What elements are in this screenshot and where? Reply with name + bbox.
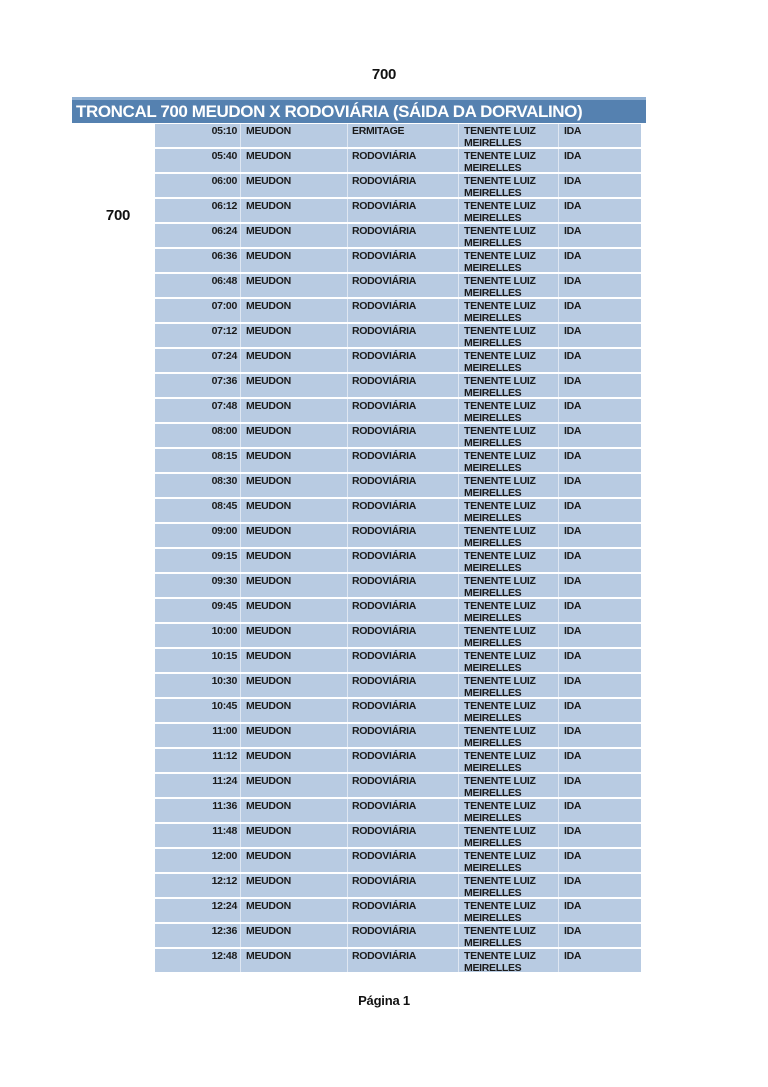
cell-via-street: TENENTE LUIZ MEIRELLES [458,399,558,422]
cell-departure-time: 11:24 [212,775,237,787]
cell-origin: MEUDON [240,724,347,747]
cell-direction: IDA [558,874,641,897]
cell-destination: RODOVIÁRIA [347,474,458,497]
cell-destination: RODOVIÁRIA [347,274,458,297]
cell-direction: IDA [558,649,641,672]
table-row [155,749,641,772]
table-row [155,174,641,197]
cell-departure-time: 09:00 [211,525,237,537]
cell-direction: IDA [558,174,641,197]
cell-destination: RODOVIÁRIA [347,374,458,397]
cell-direction: IDA [558,524,641,547]
cell-departure-time: 09:15 [211,550,237,562]
cell-via-street: TENENTE LUIZ MEIRELLES [458,349,558,372]
cell-origin: MEUDON [240,524,347,547]
cell-via-street: TENENTE LUIZ MEIRELLES [458,299,558,322]
cell-via-street: TENENTE LUIZ MEIRELLES [458,849,558,872]
cell-origin: MEUDON [240,399,347,422]
cell-origin: MEUDON [240,474,347,497]
cell-origin: MEUDON [240,224,347,247]
table-row [155,249,641,272]
table-row [155,624,641,647]
cell-destination: RODOVIÁRIA [347,174,458,197]
cell-direction: IDA [558,549,641,572]
cell-via-street: TENENTE LUIZ MEIRELLES [458,624,558,647]
cell-departure-time: 10:45 [211,700,237,712]
cell-origin: MEUDON [240,499,347,522]
cell-departure-time: 07:48 [211,400,237,412]
cell-destination: RODOVIÁRIA [347,324,458,347]
cell-via-street: TENENTE LUIZ MEIRELLES [458,649,558,672]
cell-origin: MEUDON [240,249,347,272]
cell-direction: IDA [558,674,641,697]
table-row [155,124,641,147]
table-row [155,299,641,322]
cell-destination: RODOVIÁRIA [347,699,458,722]
cell-via-street: TENENTE LUIZ MEIRELLES [458,449,558,472]
cell-origin: MEUDON [240,624,347,647]
cell-direction: IDA [558,924,641,947]
cell-origin: MEUDON [240,299,347,322]
cell-via-street: TENENTE LUIZ MEIRELLES [458,599,558,622]
cell-departure-time: 06:48 [211,275,237,287]
cell-via-street: TENENTE LUIZ MEIRELLES [458,199,558,222]
cell-direction: IDA [558,749,641,772]
cell-direction: IDA [558,824,641,847]
cell-via-street: TENENTE LUIZ MEIRELLES [458,149,558,172]
cell-departure-time: 08:30 [211,475,237,487]
cell-via-street: TENENTE LUIZ MEIRELLES [458,749,558,772]
cell-departure-time: 11:36 [212,800,237,812]
cell-via-street: TENENTE LUIZ MEIRELLES [458,499,558,522]
cell-origin: MEUDON [240,424,347,447]
cell-via-street: TENENTE LUIZ MEIRELLES [458,374,558,397]
schedule-title-bar [72,97,646,123]
cell-departure-time: 08:15 [211,450,237,462]
cell-destination: RODOVIÁRIA [347,199,458,222]
cell-direction: IDA [558,699,641,722]
cell-destination: RODOVIÁRIA [347,224,458,247]
table-row [155,574,641,597]
cell-origin: MEUDON [240,199,347,222]
cell-departure-time: 07:12 [211,325,237,337]
table-row [155,499,641,522]
cell-departure-time: 11:48 [212,825,237,837]
cell-direction: IDA [558,324,641,347]
cell-direction: IDA [558,599,641,622]
cell-departure-time: 12:48 [211,950,237,962]
cell-departure-time: 12:24 [211,900,237,912]
cell-via-street: TENENTE LUIZ MEIRELLES [458,799,558,822]
route-number-side: 700 [105,207,131,224]
cell-origin: MEUDON [240,774,347,797]
table-row [155,149,641,172]
cell-origin: MEUDON [240,674,347,697]
cell-origin: MEUDON [240,449,347,472]
cell-departure-time: 06:36 [211,250,237,262]
cell-destination: RODOVIÁRIA [347,874,458,897]
cell-origin: MEUDON [240,924,347,947]
cell-destination: RODOVIÁRIA [347,799,458,822]
cell-origin: MEUDON [240,274,347,297]
cell-departure-time: 10:30 [211,675,237,687]
cell-destination: RODOVIÁRIA [347,449,458,472]
cell-via-street: TENENTE LUIZ MEIRELLES [458,549,558,572]
cell-via-street: TENENTE LUIZ MEIRELLES [458,724,558,747]
cell-direction: IDA [558,474,641,497]
cell-destination: RODOVIÁRIA [347,749,458,772]
cell-direction: IDA [558,899,641,922]
cell-via-street: TENENTE LUIZ MEIRELLES [458,824,558,847]
cell-direction: IDA [558,349,641,372]
cell-direction: IDA [558,799,641,822]
cell-departure-time: 05:40 [211,150,237,162]
cell-departure-time: 07:00 [211,300,237,312]
cell-direction: IDA [558,724,641,747]
cell-departure-time: 07:36 [211,375,237,387]
cell-origin: MEUDON [240,124,347,147]
cell-direction: IDA [558,374,641,397]
cell-via-street: TENENTE LUIZ MEIRELLES [458,124,558,147]
cell-destination: RODOVIÁRIA [347,424,458,447]
table-row [155,374,641,397]
cell-direction: IDA [558,224,641,247]
table-row [155,724,641,747]
table-row [155,849,641,872]
cell-via-street: TENENTE LUIZ MEIRELLES [458,949,558,972]
cell-via-street: TENENTE LUIZ MEIRELLES [458,274,558,297]
cell-direction: IDA [558,199,641,222]
cell-origin: MEUDON [240,824,347,847]
cell-destination: RODOVIÁRIA [347,774,458,797]
cell-destination: RODOVIÁRIA [347,674,458,697]
cell-direction: IDA [558,399,641,422]
cell-origin: MEUDON [240,574,347,597]
table-row [155,874,641,897]
cell-via-street: TENENTE LUIZ MEIRELLES [458,424,558,447]
cell-origin: MEUDON [240,949,347,972]
cell-via-street: TENENTE LUIZ MEIRELLES [458,674,558,697]
cell-departure-time: 08:45 [211,500,237,512]
schedule-title: TRONCAL 700 MEUDON X RODOVIÁRIA (SÁIDA DA DORVALINO) [76,102,583,121]
cell-destination: RODOVIÁRIA [347,549,458,572]
cell-direction: IDA [558,299,641,322]
cell-via-street: TENENTE LUIZ MEIRELLES [458,699,558,722]
cell-departure-time: 10:15 [211,650,237,662]
cell-via-street: TENENTE LUIZ MEIRELLES [458,474,558,497]
cell-direction: IDA [558,624,641,647]
cell-origin: MEUDON [240,324,347,347]
cell-departure-time: 12:00 [211,850,237,862]
table-row [155,699,641,722]
cell-destination: RODOVIÁRIA [347,149,458,172]
cell-departure-time: 08:00 [211,425,237,437]
cell-origin: MEUDON [240,374,347,397]
cell-origin: MEUDON [240,349,347,372]
table-row [155,274,641,297]
table-row [155,549,641,572]
cell-origin: MEUDON [240,149,347,172]
cell-origin: MEUDON [240,549,347,572]
cell-origin: MEUDON [240,649,347,672]
cell-departure-time: 06:00 [211,175,237,187]
cell-via-street: TENENTE LUIZ MEIRELLES [458,524,558,547]
cell-departure-time: 07:24 [211,350,237,362]
cell-origin: MEUDON [240,899,347,922]
table-row [155,199,641,222]
cell-departure-time: 05:10 [211,125,237,137]
cell-origin: MEUDON [240,874,347,897]
schedule-table [155,124,641,974]
cell-via-street: TENENTE LUIZ MEIRELLES [458,224,558,247]
cell-direction: IDA [558,124,641,147]
cell-via-street: TENENTE LUIZ MEIRELLES [458,174,558,197]
cell-destination: RODOVIÁRIA [347,499,458,522]
cell-departure-time: 10:00 [211,625,237,637]
table-row [155,349,641,372]
route-number-top: 700 [371,66,397,83]
cell-destination: RODOVIÁRIA [347,624,458,647]
table-row [155,924,641,947]
cell-destination: RODOVIÁRIA [347,849,458,872]
cell-destination: RODOVIÁRIA [347,899,458,922]
table-row [155,649,641,672]
cell-destination: RODOVIÁRIA [347,599,458,622]
table-row [155,774,641,797]
cell-origin: MEUDON [240,599,347,622]
cell-departure-time: 12:12 [211,875,237,887]
cell-direction: IDA [558,249,641,272]
cell-destination: RODOVIÁRIA [347,399,458,422]
cell-destination: RODOVIÁRIA [347,524,458,547]
cell-direction: IDA [558,774,641,797]
cell-origin: MEUDON [240,799,347,822]
cell-via-street: TENENTE LUIZ MEIRELLES [458,899,558,922]
cell-destination: RODOVIÁRIA [347,924,458,947]
cell-departure-time: 11:12 [212,750,237,762]
table-row [155,524,641,547]
cell-via-street: TENENTE LUIZ MEIRELLES [458,874,558,897]
cell-departure-time: 12:36 [211,925,237,937]
cell-departure-time: 06:24 [211,225,237,237]
cell-destination: RODOVIÁRIA [347,724,458,747]
table-row [155,824,641,847]
table-row [155,674,641,697]
cell-origin: MEUDON [240,849,347,872]
cell-departure-time: 06:12 [211,200,237,212]
table-row [155,449,641,472]
cell-direction: IDA [558,424,641,447]
cell-direction: IDA [558,149,641,172]
table-row [155,899,641,922]
cell-destination: ERMITAGE [347,124,458,147]
cell-destination: RODOVIÁRIA [347,949,458,972]
cell-via-street: TENENTE LUIZ MEIRELLES [458,924,558,947]
table-row [155,424,641,447]
cell-destination: RODOVIÁRIA [347,249,458,272]
cell-destination: RODOVIÁRIA [347,349,458,372]
cell-destination: RODOVIÁRIA [347,299,458,322]
cell-via-street: TENENTE LUIZ MEIRELLES [458,324,558,347]
table-row [155,324,641,347]
cell-via-street: TENENTE LUIZ MEIRELLES [458,774,558,797]
cell-direction: IDA [558,274,641,297]
table-row [155,949,641,972]
cell-via-street: TENENTE LUIZ MEIRELLES [458,574,558,597]
table-row [155,399,641,422]
table-row [155,599,641,622]
cell-departure-time: 09:45 [211,600,237,612]
table-row [155,224,641,247]
cell-direction: IDA [558,449,641,472]
table-row [155,474,641,497]
page-footer: Página 1 [358,993,410,1008]
cell-destination: RODOVIÁRIA [347,574,458,597]
cell-via-street: TENENTE LUIZ MEIRELLES [458,249,558,272]
cell-direction: IDA [558,574,641,597]
cell-destination: RODOVIÁRIA [347,649,458,672]
cell-departure-time: 09:30 [211,575,237,587]
cell-direction: IDA [558,849,641,872]
cell-origin: MEUDON [240,749,347,772]
cell-direction: IDA [558,949,641,972]
cell-direction: IDA [558,499,641,522]
table-row [155,799,641,822]
cell-departure-time: 11:00 [212,725,237,737]
cell-origin: MEUDON [240,174,347,197]
cell-origin: MEUDON [240,699,347,722]
cell-destination: RODOVIÁRIA [347,824,458,847]
